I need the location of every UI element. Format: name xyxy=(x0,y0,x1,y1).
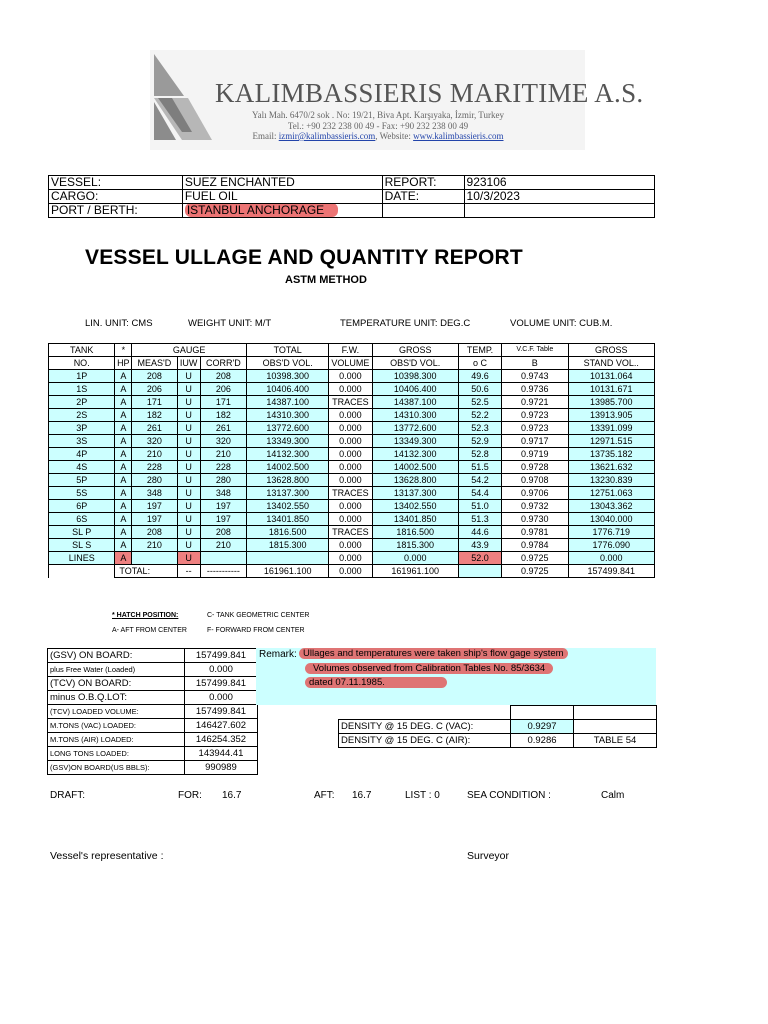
remark-line3: dated 07.11.1985. xyxy=(305,677,447,688)
draft-aft-label: AFT: xyxy=(314,790,335,801)
cell-meas: 348 xyxy=(132,487,177,500)
density-vac-value: 0.9297 xyxy=(511,720,574,734)
table-row xyxy=(49,461,655,474)
cell-obsd: 14310.300 xyxy=(247,409,329,422)
total-dash-line: ----------- xyxy=(200,565,246,578)
cell-meas: 171 xyxy=(132,396,177,409)
port-value: ISTANBUL ANCHORAGE xyxy=(182,204,382,218)
cell-vcf: 0.9723 xyxy=(502,422,568,435)
cell-obsd: 1815.300 xyxy=(247,539,329,552)
table-row xyxy=(49,435,655,448)
cell-obsd: 13137.300 xyxy=(247,487,329,500)
summary-label: minus O.B.Q.LOT: xyxy=(48,691,185,705)
summary-row xyxy=(48,719,258,733)
summary-label: LONG TONS LOADED: xyxy=(48,747,185,761)
email-link[interactable]: izmir@kalimbassieris.com xyxy=(278,131,376,141)
cell-vcf: 0.9721 xyxy=(502,396,568,409)
table-row xyxy=(49,422,655,435)
summary-label: (TCV) ON BOARD: xyxy=(48,677,185,691)
cell-vcf: 0.9781 xyxy=(502,526,568,539)
cell-meas: 210 xyxy=(132,539,177,552)
cell-meas: 320 xyxy=(132,435,177,448)
cell-stand: 13985.700 xyxy=(568,396,655,409)
summary-row xyxy=(48,663,258,677)
table-row xyxy=(49,487,655,500)
cell-hp: A xyxy=(115,435,132,448)
col-meas-h2: MEAS'D xyxy=(132,357,177,370)
total-vcf: 0.9725 xyxy=(502,565,568,578)
summary-row xyxy=(48,761,258,775)
cell-corr: 320 xyxy=(200,435,246,448)
cell-temp: 50.6 xyxy=(458,383,501,396)
col-vcf-h1: V.C.F. Table xyxy=(502,344,568,357)
cell-meas xyxy=(132,552,177,565)
cell-fw: 0.000 xyxy=(329,513,372,526)
cell-hp: A xyxy=(115,552,132,565)
report-subtitle: ASTM METHOD xyxy=(285,274,367,286)
cell-meas: 228 xyxy=(132,461,177,474)
cell-vcf: 0.9706 xyxy=(502,487,568,500)
col-iuw-h2: IUW xyxy=(177,357,200,370)
hatch-f: F- FORWARD FROM CENTER xyxy=(207,627,305,634)
cell-gross: 1816.500 xyxy=(372,526,458,539)
cell-iuw: U xyxy=(177,513,200,526)
cell-gross: 13137.300 xyxy=(372,487,458,500)
cell-gross: 10398.300 xyxy=(372,370,458,383)
cell-obsd xyxy=(247,552,329,565)
cell-fw: 0.000 xyxy=(329,539,372,552)
summary-row xyxy=(48,677,258,691)
cell-tank: 6S xyxy=(49,513,115,526)
cell-gross: 13401.850 xyxy=(372,513,458,526)
cell-meas: 208 xyxy=(132,370,177,383)
col-tank-h1: TANK xyxy=(49,344,115,357)
summary-row xyxy=(48,691,258,705)
cell-vcf: 0.9784 xyxy=(502,539,568,552)
cell-fw: TRACES xyxy=(329,487,372,500)
summary-table xyxy=(47,648,258,775)
summary-value: 146427.602 xyxy=(185,719,258,733)
cell-corr: 171 xyxy=(200,396,246,409)
cell-obsd: 10406.400 xyxy=(247,383,329,396)
cell-vcf: 0.9736 xyxy=(502,383,568,396)
cell-stand: 13391.099 xyxy=(568,422,655,435)
report-title: VESSEL ULLAGE AND QUANTITY REPORT xyxy=(85,246,523,269)
cell-temp: 52.0 xyxy=(458,552,501,565)
cell-iuw: U xyxy=(177,370,200,383)
summary-value: 157499.841 xyxy=(185,649,258,663)
cell-hp: A xyxy=(115,409,132,422)
cell-stand: 13040.000 xyxy=(568,513,655,526)
cell-fw: 0.000 xyxy=(329,383,372,396)
hatch-a: A- AFT FROM CENTER xyxy=(112,627,187,634)
port-label: PORT / BERTH: xyxy=(49,204,183,218)
cell-temp: 49.6 xyxy=(458,370,501,383)
date-value: 10/3/2023 xyxy=(464,190,654,204)
cell-vcf: 0.9717 xyxy=(502,435,568,448)
cell-stand: 10131.064 xyxy=(568,370,655,383)
col-std-h2: STAND VOL.. xyxy=(568,357,655,370)
summary-label: (GSV)ON BOARD(US BBLS): xyxy=(48,761,185,775)
cell-meas: 182 xyxy=(132,409,177,422)
sea-condition-label: SEA CONDITION : xyxy=(467,790,551,801)
cell-temp: 52.8 xyxy=(458,448,501,461)
cell-gross: 14132.300 xyxy=(372,448,458,461)
cell-obsd: 10398.300 xyxy=(247,370,329,383)
cell-iuw: U xyxy=(177,526,200,539)
cell-fw: 0.000 xyxy=(329,422,372,435)
cell-gross: 13402.550 xyxy=(372,500,458,513)
cell-corr: 261 xyxy=(200,422,246,435)
cell-stand: 13735.182 xyxy=(568,448,655,461)
cell-iuw: U xyxy=(177,474,200,487)
summary-row xyxy=(48,733,258,747)
cell-iuw: U xyxy=(177,435,200,448)
cell-hp: A xyxy=(115,461,132,474)
cell-tank: 2S xyxy=(49,409,115,422)
ullage-table xyxy=(48,343,655,578)
volume-unit: VOLUME UNIT: CUB.M. xyxy=(510,318,613,329)
cell-obsd: 13772.600 xyxy=(247,422,329,435)
cell-obsd: 14132.300 xyxy=(247,448,329,461)
cell-hp: A xyxy=(115,487,132,500)
cell-corr: 228 xyxy=(200,461,246,474)
table-row xyxy=(49,526,655,539)
cell-tank: 3P xyxy=(49,422,115,435)
cell-temp: 52.5 xyxy=(458,396,501,409)
cell-fw: 0.000 xyxy=(329,474,372,487)
table-row xyxy=(49,552,655,565)
lin-unit: LIN. UNIT: CMS xyxy=(85,318,153,329)
draft-for-value: 16.7 xyxy=(222,790,242,801)
cell-vcf: 0.9728 xyxy=(502,461,568,474)
cell-fw: 0.000 xyxy=(329,409,372,422)
cell-iuw: U xyxy=(177,383,200,396)
col-gauge-h1: GAUGE xyxy=(132,344,247,357)
cell-corr xyxy=(200,552,246,565)
cell-gross: 13349.300 xyxy=(372,435,458,448)
total-dashes: -- xyxy=(177,565,200,578)
summary-label: (GSV) ON BOARD: xyxy=(48,649,185,663)
summary-value: 143944.41 xyxy=(185,747,258,761)
website-link[interactable]: www.kalimbassieris.com xyxy=(413,131,504,141)
summary-value: 990989 xyxy=(185,761,258,775)
col-temp-h1: TEMP. xyxy=(458,344,501,357)
cell-gross: 1815.300 xyxy=(372,539,458,552)
draft-label: DRAFT: xyxy=(50,790,85,801)
cell-vcf: 0.9743 xyxy=(502,370,568,383)
summary-label: M.TONS (AIR) LOADED: xyxy=(48,733,185,747)
cell-stand: 13913.905 xyxy=(568,409,655,422)
cell-hp: A xyxy=(115,513,132,526)
table-row xyxy=(49,370,655,383)
cell-hp: A xyxy=(115,422,132,435)
cell-hp: A xyxy=(115,500,132,513)
cell-iuw: U xyxy=(177,487,200,500)
cell-gross: 10406.400 xyxy=(372,383,458,396)
col-tank-h2: NO. xyxy=(49,357,115,370)
col-hp-h1: * xyxy=(115,344,132,357)
col-hp-h2: HP xyxy=(115,357,132,370)
remark-line1: Ullages and temperatures were taken ship's flow gage system xyxy=(299,648,568,659)
table-row xyxy=(49,448,655,461)
cell-iuw: U xyxy=(177,409,200,422)
company-contact: Email: izmir@kalimbassieris.com, Website: www.kalimbassieris.com xyxy=(252,131,504,141)
cell-gross: 14387.100 xyxy=(372,396,458,409)
cell-obsd: 13402.550 xyxy=(247,500,329,513)
cell-tank: 5P xyxy=(49,474,115,487)
cell-iuw: U xyxy=(177,448,200,461)
cell-temp: 52.2 xyxy=(458,409,501,422)
cell-corr: 210 xyxy=(200,448,246,461)
col-obsd-h2: OBS'D VOL. xyxy=(247,357,329,370)
cell-temp: 54.2 xyxy=(458,474,501,487)
cell-iuw: U xyxy=(177,422,200,435)
summary-row xyxy=(48,649,258,663)
cell-obsd: 14387.100 xyxy=(247,396,329,409)
cell-corr: 182 xyxy=(200,409,246,422)
summary-row xyxy=(48,747,258,761)
cell-tank: 3S xyxy=(49,435,115,448)
cell-vcf: 0.9730 xyxy=(502,513,568,526)
total-stand: 157499.841 xyxy=(568,565,655,578)
sea-condition-value: Calm xyxy=(601,790,625,801)
table-row xyxy=(49,474,655,487)
cell-fw: 0.000 xyxy=(329,448,372,461)
temperature-unit: TEMPERATURE UNIT: DEG.C xyxy=(340,318,471,329)
col-total-h1: TOTAL xyxy=(247,344,329,357)
cell-vcf: 0.9725 xyxy=(502,552,568,565)
cell-stand: 10131.671 xyxy=(568,383,655,396)
remark-label: Remark: xyxy=(259,649,297,660)
col-fwvol-h2: VOLUME xyxy=(329,357,372,370)
cell-gross: 0.000 xyxy=(372,552,458,565)
cell-stand: 12751.063 xyxy=(568,487,655,500)
cell-stand: 13043.362 xyxy=(568,500,655,513)
company-name: KALIMBASSIERIS MARITIME A.S. xyxy=(215,78,644,108)
report-value: 923106 xyxy=(464,176,654,190)
col-vcf-b: B xyxy=(502,357,568,370)
cell-fw: 0.000 xyxy=(329,461,372,474)
cell-meas: 197 xyxy=(132,500,177,513)
cell-corr: 210 xyxy=(200,539,246,552)
hatch-note: * HATCH POSITION: xyxy=(112,612,179,619)
density-vac-label: DENSITY @ 15 DEG. C (VAC): xyxy=(339,720,511,734)
cell-fw: 0.000 xyxy=(329,500,372,513)
cell-vcf: 0.9708 xyxy=(502,474,568,487)
cell-stand: 0.000 xyxy=(568,552,655,565)
cell-temp: 52.9 xyxy=(458,435,501,448)
summary-label: plus Free Water (Loaded) xyxy=(48,663,185,677)
cell-corr: 280 xyxy=(200,474,246,487)
cell-fw: 0.000 xyxy=(329,552,372,565)
cell-meas: 280 xyxy=(132,474,177,487)
cell-corr: 348 xyxy=(200,487,246,500)
cell-stand: 13230.839 xyxy=(568,474,655,487)
cell-tank: 5S xyxy=(49,487,115,500)
weight-unit: WEIGHT UNIT: M/T xyxy=(188,318,272,329)
cell-temp: 44.6 xyxy=(458,526,501,539)
summary-label: (TCV) LOADED VOLUME: xyxy=(48,705,185,719)
draft-for-label: FOR: xyxy=(178,790,202,801)
cell-meas: 210 xyxy=(132,448,177,461)
cell-fw: TRACES xyxy=(329,526,372,539)
col-std-h1: GROSS xyxy=(568,344,655,357)
summary-value: 146254.352 xyxy=(185,733,258,747)
total-label: TOTAL: xyxy=(115,565,177,578)
hatch-c: C- TANK GEOMETRIC CENTER xyxy=(207,612,310,619)
cell-meas: 261 xyxy=(132,422,177,435)
cell-gross: 13772.600 xyxy=(372,422,458,435)
cell-iuw: U xyxy=(177,552,200,565)
summary-value: 157499.841 xyxy=(185,705,258,719)
cargo-value: FUEL OIL xyxy=(182,190,382,204)
cell-obsd: 13349.300 xyxy=(247,435,329,448)
col-fw-h1: F.W. xyxy=(329,344,372,357)
surveyor: Surveyor xyxy=(467,850,510,862)
cell-obsd: 13628.800 xyxy=(247,474,329,487)
cell-iuw: U xyxy=(177,396,200,409)
cell-vcf: 0.9719 xyxy=(502,448,568,461)
cell-tank: 4S xyxy=(49,461,115,474)
density-air-label: DENSITY @ 15 DEG. C (AIR): xyxy=(339,734,511,748)
cell-temp: 51.0 xyxy=(458,500,501,513)
cell-meas: 197 xyxy=(132,513,177,526)
cell-obsd: 14002.500 xyxy=(247,461,329,474)
cell-corr: 208 xyxy=(200,526,246,539)
cell-hp: A xyxy=(115,526,132,539)
cell-iuw: U xyxy=(177,500,200,513)
cell-iuw: U xyxy=(177,461,200,474)
cell-tank: SL S xyxy=(49,539,115,552)
cargo-label: CARGO: xyxy=(49,190,183,204)
summary-value: 0.000 xyxy=(185,663,258,677)
cell-temp: 52.3 xyxy=(458,422,501,435)
cell-tank: 1S xyxy=(49,383,115,396)
cell-tank: 6P xyxy=(49,500,115,513)
cell-fw: TRACES xyxy=(329,396,372,409)
cell-vcf: 0.9723 xyxy=(502,409,568,422)
cell-tank: 2P xyxy=(49,396,115,409)
cell-corr: 197 xyxy=(200,513,246,526)
total-row xyxy=(49,565,655,578)
cell-hp: A xyxy=(115,370,132,383)
table-row xyxy=(49,383,655,396)
company-address: Yalı Mah. 6470/2 sok . No: 19/21, Biva Apt. Karşıyaka, İzmir, Turkey xyxy=(252,110,504,120)
table-row xyxy=(49,500,655,513)
table-row xyxy=(49,513,655,526)
cell-gross: 14002.500 xyxy=(372,461,458,474)
col-temp-h2: o C xyxy=(458,357,501,370)
vessel-label: VESSEL: xyxy=(49,176,183,190)
cell-tank: 1P xyxy=(49,370,115,383)
summary-label: M.TONS (VAC) LOADED: xyxy=(48,719,185,733)
cell-stand: 13621.632 xyxy=(568,461,655,474)
vessel-value: SUEZ ENCHANTED xyxy=(182,176,382,190)
table-row xyxy=(49,539,655,552)
cell-gross: 13628.800 xyxy=(372,474,458,487)
date-label: DATE: xyxy=(382,190,464,204)
cell-stand: 1776.719 xyxy=(568,526,655,539)
cell-hp: A xyxy=(115,448,132,461)
cell-obsd: 1816.500 xyxy=(247,526,329,539)
report-label: REPORT: xyxy=(382,176,464,190)
draft-aft-value: 16.7 xyxy=(352,790,372,801)
remark-line2: Volumes observed from Calibration Tables No. 85/3634 xyxy=(305,663,553,674)
cell-tank: SL P xyxy=(49,526,115,539)
cell-temp: 54.4 xyxy=(458,487,501,500)
cell-hp: A xyxy=(115,396,132,409)
cell-corr: 206 xyxy=(200,383,246,396)
cell-iuw: U xyxy=(177,539,200,552)
density-table-ref: TABLE 54 xyxy=(574,734,657,748)
table-row xyxy=(49,396,655,409)
cell-obsd: 13401.850 xyxy=(247,513,329,526)
list-value: LIST : 0 xyxy=(405,790,440,801)
cell-hp: A xyxy=(115,383,132,396)
cell-stand: 1776.090 xyxy=(568,539,655,552)
company-logo xyxy=(152,52,214,142)
cell-stand: 12971.515 xyxy=(568,435,655,448)
summary-row xyxy=(48,705,258,719)
col-grossobs-h2: OBS'D VOL. xyxy=(372,357,458,370)
total-obsd: 161961.100 xyxy=(247,565,329,578)
company-phone: Tel.: +90 232 238 00 49 - Fax: +90 232 238 00 49 xyxy=(287,121,469,131)
cell-meas: 208 xyxy=(132,526,177,539)
col-gross-h1: GROSS xyxy=(372,344,458,357)
cell-corr: 208 xyxy=(200,370,246,383)
summary-value: 0.000 xyxy=(185,691,258,705)
cell-temp: 51.3 xyxy=(458,513,501,526)
cell-temp: 51.5 xyxy=(458,461,501,474)
total-fw: 0.000 xyxy=(329,565,372,578)
cell-temp: 43.9 xyxy=(458,539,501,552)
cell-hp: A xyxy=(115,474,132,487)
summary-value: 157499.841 xyxy=(185,677,258,691)
table-row xyxy=(49,409,655,422)
cell-meas: 206 xyxy=(132,383,177,396)
density-table xyxy=(338,705,657,748)
total-gross: 161961.100 xyxy=(372,565,458,578)
density-air-value: 0.9286 xyxy=(511,734,574,748)
cell-vcf: 0.9732 xyxy=(502,500,568,513)
cell-hp: A xyxy=(115,539,132,552)
cell-tank: 4P xyxy=(49,448,115,461)
cell-fw: 0.000 xyxy=(329,370,372,383)
vessel-representative: Vessel's representative : xyxy=(50,850,164,862)
cell-tank: LINES xyxy=(49,552,115,565)
col-corr-h2: CORR'D xyxy=(200,357,246,370)
cell-fw: 0.000 xyxy=(329,435,372,448)
cell-corr: 197 xyxy=(200,500,246,513)
header-table xyxy=(48,175,655,218)
cell-gross: 14310.300 xyxy=(372,409,458,422)
